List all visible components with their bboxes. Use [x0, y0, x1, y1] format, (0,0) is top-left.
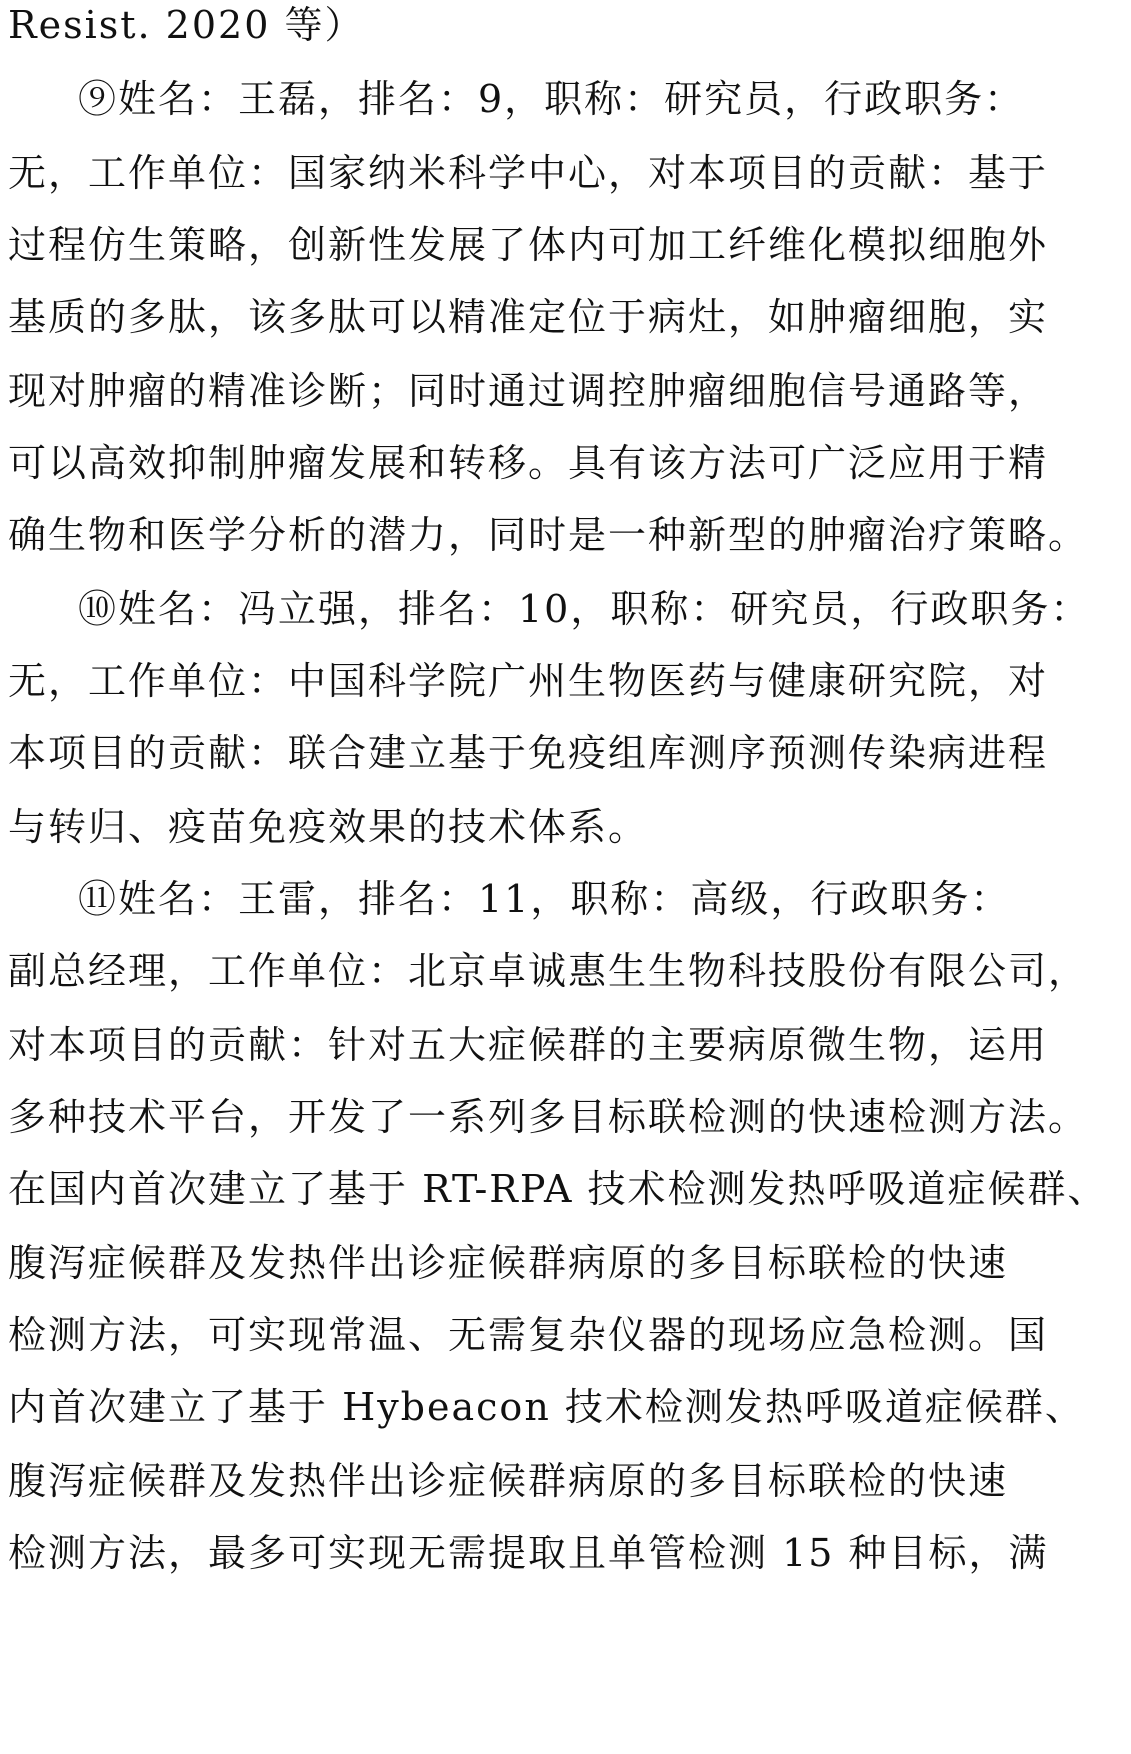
text-line: 检测方法，可实现常温、无需复杂仪器的现场应急检测。国 [8, 1313, 1049, 1357]
text-line: 多种技术平台，开发了一系列多目标联检测的快速检测方法。 [8, 1095, 1089, 1139]
text-line: 检测方法，最多可实现无需提取且单管检测 15 种目标，满 [8, 1531, 1049, 1575]
text-line: 在国内首次建立了基于 RT-RPA 技术检测发热呼吸道症候群、 [8, 1167, 1108, 1211]
text-line: 本项目的贡献：联合建立基于免疫组库测序预测传染病进程 [8, 731, 1049, 775]
text-line: 现对肿瘤的精准诊断；同时通过调控肿瘤细胞信号通路等， [8, 369, 1049, 413]
text-line: 对本项目的贡献：针对五大症候群的主要病原微生物，运用 [8, 1023, 1049, 1067]
text-line: 无，工作单位：中国科学院广州生物医药与健康研究院，对 [8, 659, 1049, 703]
text-line: 副总经理，工作单位：北京卓诚惠生生物科技股份有限公司， [8, 949, 1089, 993]
text-line: 基质的多肽，该多肽可以精准定位于病灶，如肿瘤细胞，实 [8, 295, 1049, 339]
text-line: Resist. 2020 等） [8, 3, 365, 47]
text-line: 确生物和医学分析的潜力，同时是一种新型的肿瘤治疗策略。 [8, 513, 1089, 557]
text-line: 可以高效抑制肿瘤发展和转移。具有该方法可广泛应用于精 [8, 441, 1049, 485]
text-line: 过程仿生策略，创新性发展了体内可加工纤维化模拟细胞外 [8, 223, 1049, 267]
text-line: 与转归、疫苗免疫效果的技术体系。 [8, 805, 649, 849]
text-line: 腹泻症候群及发热伴出诊症候群病原的多目标联检的快速 [8, 1459, 1009, 1503]
paragraph-10-first-line: ⑩姓名：冯立强，排名：10，职称：研究员，行政职务： [78, 587, 1091, 631]
text-line: 腹泻症候群及发热伴出诊症候群病原的多目标联检的快速 [8, 1241, 1009, 1285]
text-line: 内首次建立了基于 Hybeacon 技术检测发热呼吸道症候群、 [8, 1385, 1085, 1429]
text-line: 无，工作单位：国家纳米科学中心，对本项目的贡献：基于 [8, 151, 1049, 195]
paragraph-11-first-line: ⑪姓名：王雷，排名：11，职称：高级，行政职务： [78, 877, 1011, 921]
paragraph-9-first-line: ⑨姓名：王磊，排名：9，职称：研究员，行政职务： [78, 77, 1025, 121]
